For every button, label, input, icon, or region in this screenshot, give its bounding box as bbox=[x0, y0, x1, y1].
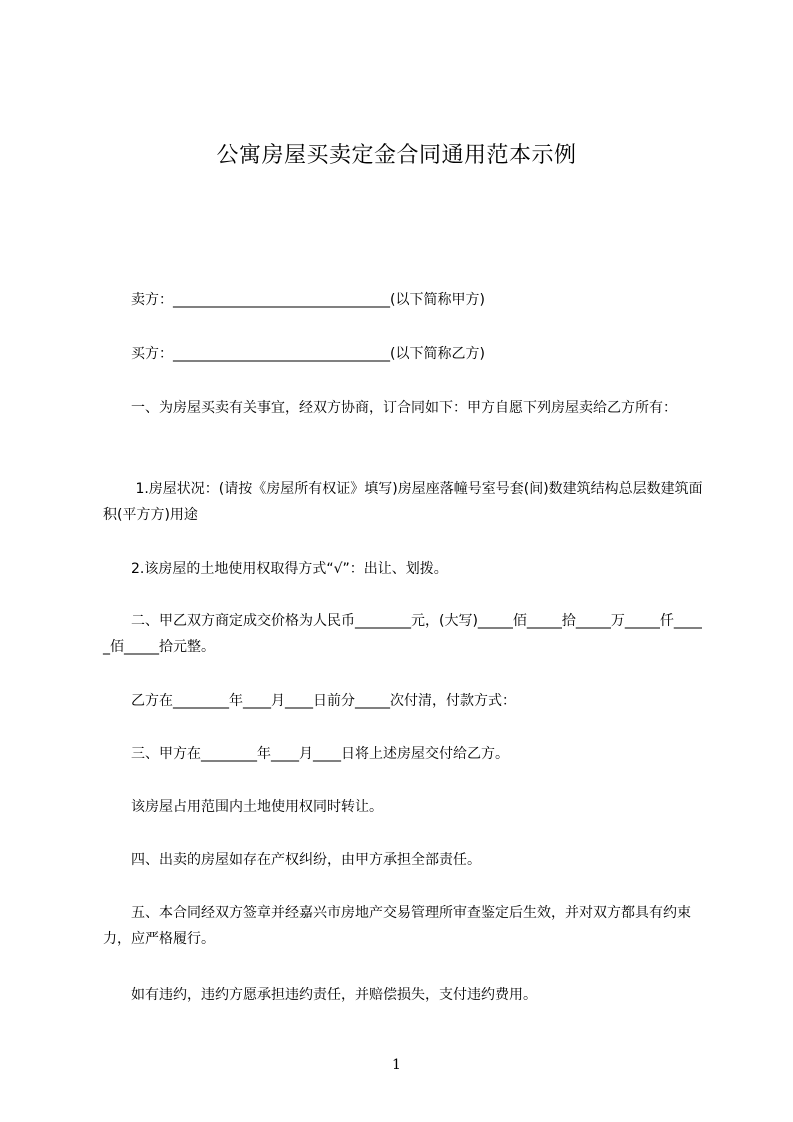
page-number: 1 bbox=[392, 1057, 401, 1073]
document-title: 公寓房屋买卖定金合同通用范本示例 bbox=[216, 143, 577, 168]
clause-2: 二、甲乙双方商定成交价格为人民币________元，(大写)_____佰_____拾_____万_____仟_____佰_____拾元整。 bbox=[103, 613, 702, 655]
breach-line: 如有违约，违约方愿承担违约责任，并赔偿损失，支付违约费用。 bbox=[103, 987, 537, 1003]
payment-line: 乙方在________年____月____日前分_____次付清，付款方式： bbox=[103, 693, 516, 709]
buyer-line: 买方：_______________________________(以下简称乙方) bbox=[103, 346, 485, 362]
seller-line: 卖方：_______________________________(以下简称甲方) bbox=[103, 292, 485, 308]
clause-1-item-2: 2.该房屋的土地使用权取得方式“√”：出让、划拨。 bbox=[103, 561, 448, 577]
land-use-line: 该房屋占用范围内土地使用权同时转让。 bbox=[103, 799, 383, 815]
clause-1-item-1: 1.房屋状况：(请按《房屋所有权证》填写)房屋座落幢号室号套(间)数建筑结构总层数建筑面积(平方方)用途 bbox=[103, 481, 703, 523]
clause-1: 一、为房屋买卖有关事宜，经双方协商，订合同如下：甲方自愿下列房屋卖给乙方所有： bbox=[103, 400, 677, 416]
clause-3: 三、甲方在________年____月____日将上述房屋交付给乙方。 bbox=[103, 746, 509, 762]
clause-5: 五、本合同经双方签章并经嘉兴市房地产交易管理所审查鉴定后生效，并对双方都具有约束力，应严格履行。 bbox=[103, 905, 691, 947]
clause-4: 四、出卖的房屋如存在产权纠纷，由甲方承担全部责任。 bbox=[103, 852, 481, 868]
